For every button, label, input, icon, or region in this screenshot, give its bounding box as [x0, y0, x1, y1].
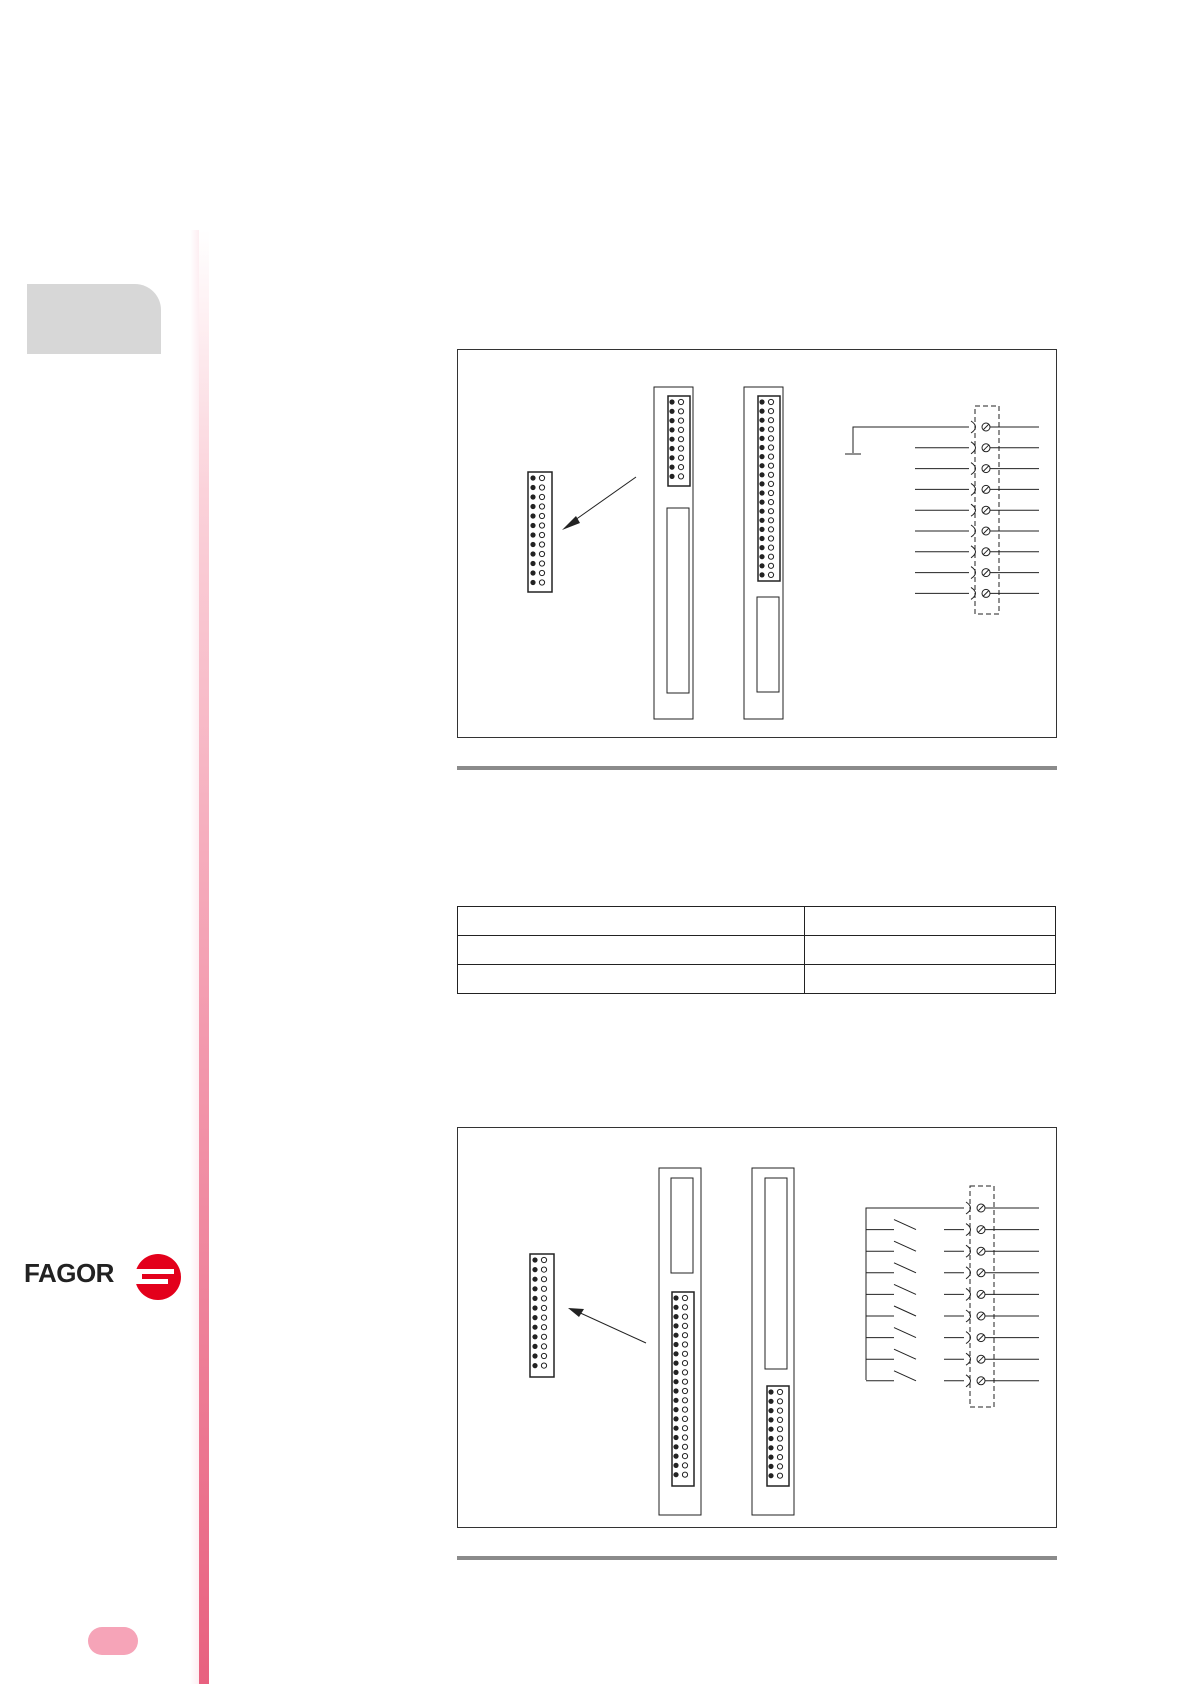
pin — [768, 481, 773, 486]
pin — [541, 1267, 546, 1272]
pin — [768, 527, 773, 532]
pin — [768, 1455, 773, 1460]
pin — [759, 481, 764, 486]
fagor-emblem-icon — [128, 1252, 184, 1302]
pin — [759, 463, 764, 468]
pin — [673, 1370, 678, 1375]
connector-pins — [530, 399, 773, 585]
pin — [682, 1416, 687, 1421]
table-cell — [458, 965, 805, 994]
pin — [759, 509, 764, 514]
pin — [673, 1407, 678, 1412]
pin — [682, 1351, 687, 1356]
screw-slot — [983, 590, 989, 596]
pin — [759, 554, 764, 559]
pin — [759, 490, 764, 495]
pin — [768, 1436, 773, 1441]
pin — [669, 399, 674, 404]
pin — [768, 536, 773, 541]
pin — [539, 523, 544, 528]
pin — [759, 445, 764, 450]
pin — [768, 500, 773, 505]
screw-slot — [983, 486, 989, 492]
pin — [768, 445, 773, 450]
pin — [669, 418, 674, 423]
pin — [530, 561, 535, 566]
pin — [768, 418, 773, 423]
pin — [678, 437, 683, 442]
screw-slot — [978, 1227, 984, 1233]
pin — [777, 1455, 782, 1460]
table-row — [458, 936, 1056, 965]
pin — [678, 455, 683, 460]
pin — [669, 409, 674, 414]
pin — [532, 1277, 537, 1282]
pin — [541, 1363, 546, 1368]
pin — [682, 1361, 687, 1366]
switch — [894, 1371, 916, 1381]
pin — [759, 436, 764, 441]
switch — [894, 1306, 916, 1316]
pin — [682, 1472, 687, 1477]
pin — [768, 427, 773, 432]
arrow-head — [568, 1308, 584, 1317]
table-row — [458, 965, 1056, 994]
switch — [894, 1284, 916, 1294]
pin — [768, 1473, 773, 1478]
module-1-window — [667, 508, 689, 693]
screw-slot — [978, 1335, 984, 1341]
pin — [530, 523, 535, 528]
pin — [539, 475, 544, 480]
pin — [530, 494, 535, 499]
screw-slot — [983, 445, 989, 451]
screw-slot — [978, 1205, 984, 1211]
pin — [541, 1334, 546, 1339]
pin — [530, 485, 535, 490]
pin — [759, 545, 764, 550]
module-2-window — [757, 597, 779, 692]
pin — [682, 1388, 687, 1393]
data-table — [457, 906, 1056, 991]
pin — [768, 1427, 773, 1432]
pin — [539, 580, 544, 585]
pin — [541, 1296, 546, 1301]
pin — [673, 1342, 678, 1347]
figure-1-caption-rule — [457, 766, 1057, 770]
pin — [768, 1389, 773, 1394]
pin — [669, 446, 674, 451]
screw-slot — [978, 1291, 984, 1297]
pin — [541, 1286, 546, 1291]
pin — [768, 1464, 773, 1469]
pin — [768, 454, 773, 459]
pin — [682, 1314, 687, 1319]
arrow-line — [576, 1311, 646, 1343]
pin — [777, 1464, 782, 1469]
pin — [669, 455, 674, 460]
pin — [541, 1315, 546, 1320]
pin — [777, 1408, 782, 1413]
pin — [768, 436, 773, 441]
pin — [541, 1277, 546, 1282]
connector-pins — [532, 1257, 782, 1478]
pin — [673, 1379, 678, 1384]
pin — [673, 1361, 678, 1366]
diagram-inputs — [458, 1128, 1056, 1527]
pin — [673, 1388, 678, 1393]
fagor-logo — [24, 1252, 184, 1302]
pin — [541, 1344, 546, 1349]
pin — [682, 1295, 687, 1300]
pin — [678, 418, 683, 423]
pin — [678, 409, 683, 414]
pin — [669, 474, 674, 479]
figure-2-caption-rule — [457, 1556, 1057, 1560]
table-cell — [458, 907, 805, 936]
pin — [669, 427, 674, 432]
pin — [541, 1325, 546, 1330]
pin — [530, 542, 535, 547]
pin — [673, 1398, 678, 1403]
pin — [541, 1305, 546, 1310]
pin — [768, 545, 773, 550]
pin — [532, 1325, 537, 1330]
pin — [768, 409, 773, 414]
switch — [894, 1349, 916, 1359]
pin — [678, 399, 683, 404]
pin — [759, 399, 764, 404]
pin — [539, 561, 544, 566]
pin — [759, 472, 764, 477]
table-cell — [805, 907, 1056, 936]
pin — [682, 1454, 687, 1459]
pin — [539, 485, 544, 490]
module-1-body — [654, 387, 693, 719]
table-cell — [805, 965, 1056, 994]
pin — [682, 1323, 687, 1328]
screw-slot — [983, 466, 989, 472]
pin — [768, 563, 773, 568]
table-cell — [805, 936, 1056, 965]
diagram-outputs — [458, 350, 1056, 737]
pin — [530, 570, 535, 575]
screw-slot — [978, 1356, 984, 1362]
pin — [530, 580, 535, 585]
table-cell — [458, 936, 805, 965]
switch — [894, 1241, 916, 1251]
screw-slot — [978, 1270, 984, 1276]
output-lines — [915, 421, 1039, 599]
pin — [673, 1295, 678, 1300]
pin — [673, 1416, 678, 1421]
pin — [777, 1417, 782, 1422]
pin — [539, 494, 544, 499]
pin — [532, 1363, 537, 1368]
pin — [532, 1267, 537, 1272]
pin — [539, 504, 544, 509]
pin — [768, 554, 773, 559]
switch — [894, 1263, 916, 1273]
pin — [678, 427, 683, 432]
pin — [532, 1315, 537, 1320]
pin — [532, 1353, 537, 1358]
pin — [768, 490, 773, 495]
screw-slot — [978, 1248, 984, 1254]
pin — [673, 1314, 678, 1319]
pin — [759, 572, 764, 577]
pin — [678, 474, 683, 479]
pin — [768, 1399, 773, 1404]
pin — [682, 1370, 687, 1375]
pin — [759, 536, 764, 541]
pin — [682, 1444, 687, 1449]
module-1-window — [671, 1178, 693, 1273]
pin — [530, 475, 535, 480]
pin — [759, 427, 764, 432]
pin — [682, 1379, 687, 1384]
pin — [669, 437, 674, 442]
pin — [541, 1257, 546, 1262]
pin — [678, 465, 683, 470]
pin — [777, 1427, 782, 1432]
pin — [777, 1399, 782, 1404]
pin — [673, 1435, 678, 1440]
pin — [673, 1351, 678, 1356]
arrow-line — [568, 477, 636, 525]
pin — [532, 1286, 537, 1291]
pin — [532, 1344, 537, 1349]
pin — [768, 1408, 773, 1413]
pin — [673, 1472, 678, 1477]
pin — [777, 1445, 782, 1450]
pin — [768, 472, 773, 477]
pin — [530, 504, 535, 509]
pin — [530, 551, 535, 556]
pin — [673, 1454, 678, 1459]
pin — [768, 1445, 773, 1450]
pin — [777, 1389, 782, 1394]
switch — [894, 1220, 916, 1230]
module-2-window — [765, 1178, 787, 1369]
pin — [678, 446, 683, 451]
module-2-connector — [758, 396, 780, 581]
pin — [682, 1333, 687, 1338]
pin — [539, 570, 544, 575]
pin — [682, 1426, 687, 1431]
screw-slot — [983, 549, 989, 555]
pin — [759, 454, 764, 459]
logo-text: FAGOR — [24, 1258, 114, 1288]
pin — [539, 551, 544, 556]
input-lines — [866, 1202, 1039, 1387]
screw-slot — [978, 1378, 984, 1384]
pin — [777, 1436, 782, 1441]
pin — [768, 518, 773, 523]
pin — [759, 527, 764, 532]
dashed-terminal-box — [970, 1186, 994, 1407]
ground-wire — [853, 427, 968, 453]
pin — [673, 1323, 678, 1328]
pin — [539, 513, 544, 518]
screw-slot — [978, 1313, 984, 1319]
pin — [673, 1426, 678, 1431]
table-row — [458, 907, 1056, 936]
pin — [759, 418, 764, 423]
pin — [682, 1463, 687, 1468]
pin — [539, 532, 544, 537]
pin — [759, 500, 764, 505]
pin — [530, 532, 535, 537]
chapter-tab — [27, 284, 161, 354]
figure-input-connection-diagram — [457, 1127, 1057, 1528]
pin — [530, 513, 535, 518]
pin — [759, 518, 764, 523]
screw-slot — [983, 507, 989, 513]
pin — [541, 1353, 546, 1358]
pin — [532, 1305, 537, 1310]
pin — [673, 1444, 678, 1449]
pin — [532, 1296, 537, 1301]
pin — [539, 542, 544, 547]
screw-slot — [983, 424, 989, 430]
page-number-pill — [88, 1627, 138, 1655]
pin — [682, 1398, 687, 1403]
screw-slot — [983, 528, 989, 534]
pin — [669, 465, 674, 470]
pin — [759, 563, 764, 568]
pin — [768, 463, 773, 468]
screw-slot — [983, 570, 989, 576]
switch — [894, 1328, 916, 1338]
pin — [532, 1257, 537, 1262]
sidebar-pink-bar — [199, 230, 209, 1684]
pin — [682, 1342, 687, 1347]
pin — [768, 1417, 773, 1422]
pin — [759, 409, 764, 414]
pin — [673, 1333, 678, 1338]
pin — [768, 509, 773, 514]
pin — [682, 1305, 687, 1310]
figure-output-connection-diagram — [457, 349, 1057, 738]
pin — [532, 1334, 537, 1339]
pin — [768, 399, 773, 404]
pin — [673, 1305, 678, 1310]
module-2-body — [752, 1168, 794, 1515]
pin — [777, 1473, 782, 1478]
pin — [768, 572, 773, 577]
pin — [682, 1435, 687, 1440]
pin — [673, 1463, 678, 1468]
pin — [682, 1407, 687, 1412]
